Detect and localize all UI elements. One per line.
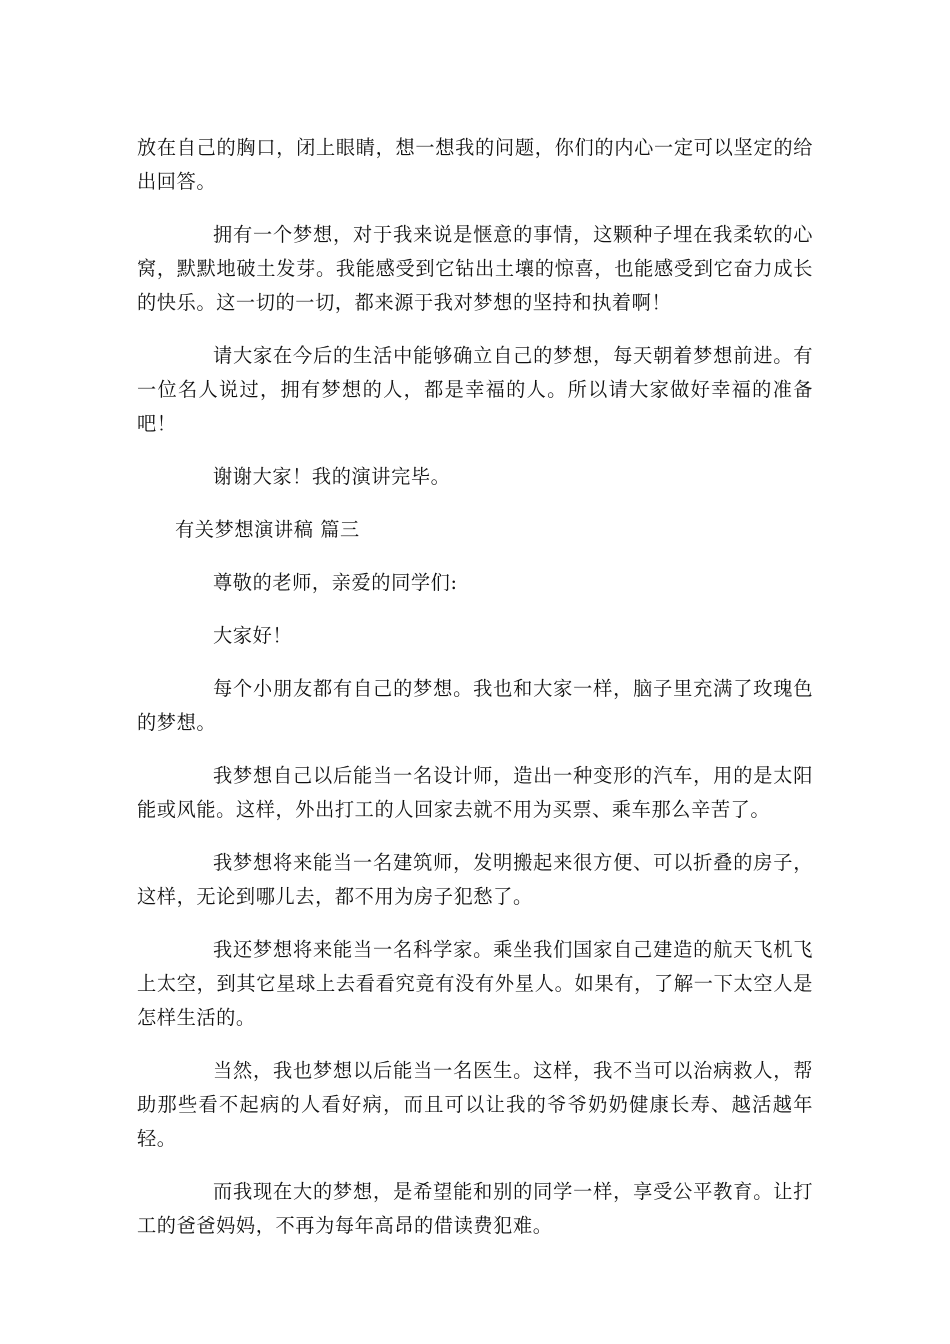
paragraph-closing: 谢谢大家！我的演讲完毕。	[213, 465, 451, 488]
paragraph-scientist-dream: 我还梦想将来能当一名科学家。乘坐我们国家自己建造的航天飞机飞上太空，到其它星球上去看看究竟有没有外星人。如果有，了解一下太空人是怎样生活的。	[137, 938, 813, 1029]
paragraph-education-dream: 而我现在大的梦想，是希望能和别的同学一样，享受公平教育。让打工的爸爸妈妈，不再为每年高昂的借读费犯难。	[137, 1180, 813, 1237]
paragraph-designer-dream: 我梦想自己以后能当一名设计师，造出一种变形的汽车，用的是太阳能或风能。这样，外出打工的人回家去就不用为买票、乘车那么辛苦了。	[137, 764, 813, 821]
paragraph-continuation: 放在自己的胸口，闭上眼睛，想一想我的问题，你们的内心一定可以坚定的给出回答。	[137, 136, 813, 193]
paragraph-dream-joy: 拥有一个梦想，对于我来说是惬意的事情，这颗种子埋在我柔软的心窝，默默地破土发芽。我能感受到它钻出土壤的惊喜，也能感受到它奋力成长的快乐。这一切的一切，都来源于我对梦想的坚持和执着啊！	[137, 223, 813, 314]
paragraph-doctor-dream: 当然，我也梦想以后能当一名医生。这样，我不当可以治病救人，帮助那些看不起病的人看好病，而且可以让我的爷爷奶奶健康长寿、越活越年轻。	[137, 1059, 813, 1150]
paragraph-architect-dream: 我梦想将来能当一名建筑师，发明搬起来很方便、可以折叠的房子，这样，无论到哪儿去，都不用为房子犯愁了。	[137, 851, 813, 908]
section-heading: 有关梦想演讲稿 篇三	[175, 518, 360, 541]
paragraph-call-to-action: 请大家在今后的生活中能够确立自己的梦想，每天朝着梦想前进。有一位名人说过，拥有梦想的人，都是幸福的人。所以请大家做好幸福的准备吧！	[137, 344, 813, 435]
paragraph-greeting-teachers: 尊敬的老师，亲爱的同学们:	[213, 571, 458, 594]
document-body	[137, 131, 813, 1262]
paragraph-greeting-all: 大家好！	[213, 624, 293, 647]
paragraph-rose-dreams: 每个小朋友都有自己的梦想。我也和大家一样，脑子里充满了玫瑰色的梦想。	[137, 677, 813, 734]
